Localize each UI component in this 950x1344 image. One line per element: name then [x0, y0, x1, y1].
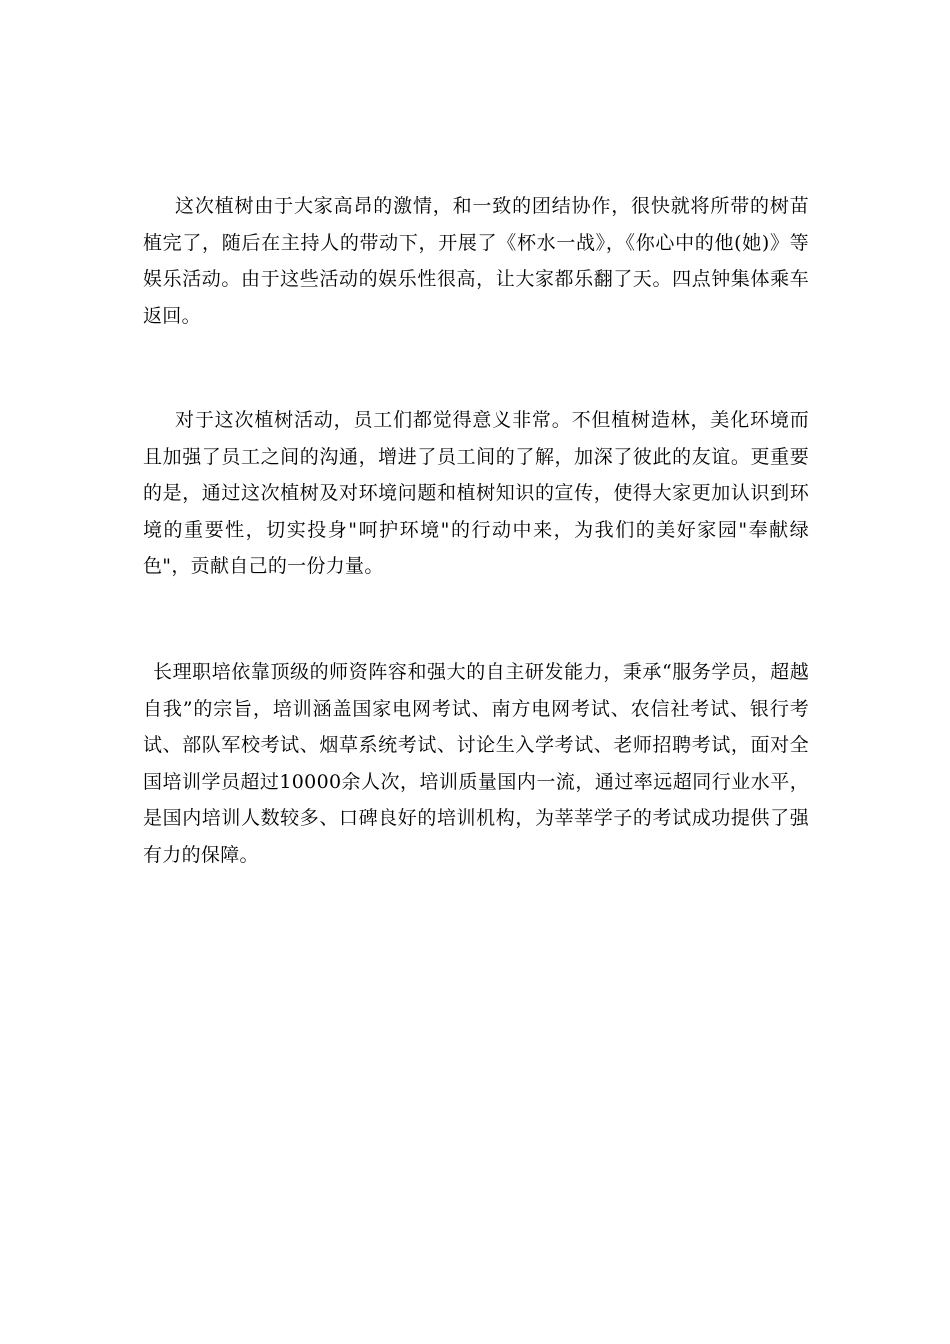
- paragraph-activity-significance: 对于这次植树活动，员工们都觉得意义非常。不但植树造林，美化环境而且加强了员工之间的沟通，增进了员工间的了解，加深了彼此的友谊。更重要的是，通过这次植树及对环境问题和植树知识的宣传，使得大家更加认识到环境的重要性，切实投身"呵护环境"的行动中来，为我们的美好家园"奉献绿色"，贡献自己的一份力量。: [143, 409, 809, 577]
- paragraph-training-institution: 长理职培依靠顶级的师资阵容和强大的自主研发能力，秉承“服务学员，超越自我”的宗旨，培训涵盖国家电网考试、南方电网考试、农信社考试、银行考试、部队军校考试、烟草系统考试、讨论生入学考试、老师招聘考试，面对全国培训学员超过10000余人次，培训质量国内一流，通过率远超同行业水平，是国内培训人数较多、口碑良好的培训机构，为莘莘学子的考试成功提供了强有力的保障。: [143, 661, 809, 866]
- paragraph-tree-planting-activities: 这次植树由于大家高昂的激情，和一致的团结协作，很快就将所带的树苗植完了，随后在主持人的带动下，开展了《杯水一战》，《你心中的他(她)》等娱乐活动。由于这些活动的娱乐性很高，让大家都乐翻了天。四点钟集体乘车返回。: [143, 195, 809, 327]
